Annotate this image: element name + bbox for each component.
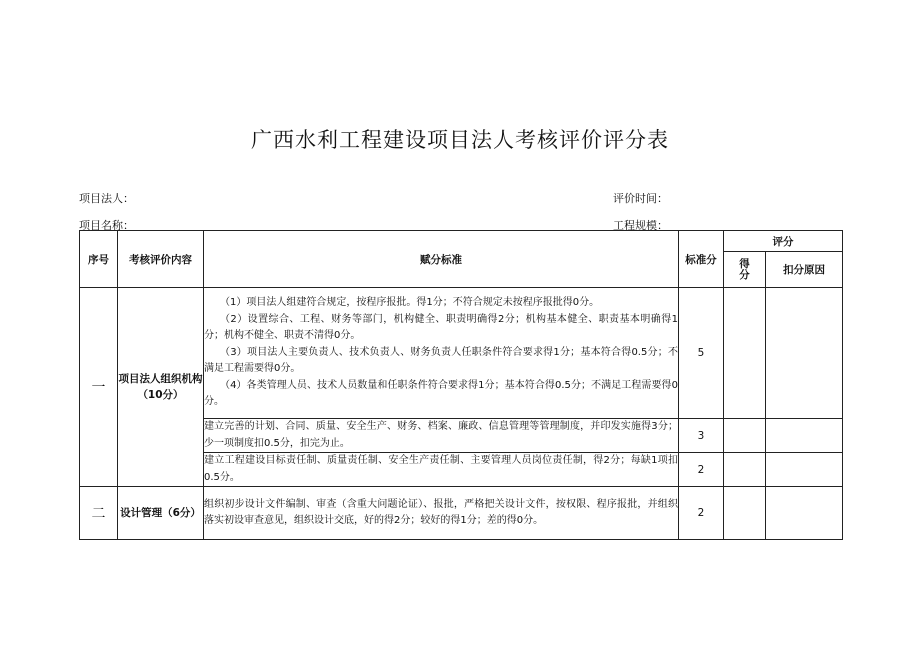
evaluation-time-label: 评价时间： [613,192,668,205]
section-seq: 一 [80,288,118,487]
header-seq: 序号 [80,231,118,288]
header-score-got-line2: 分 [739,268,750,281]
standard-score: 5 [679,288,724,419]
project-scale-label: 工程规模： [613,219,668,232]
score-got-cell[interactable] [724,419,766,453]
standard-score: 2 [679,487,724,540]
criteria-item: （4）各类管理人员、技术人员数量和任职条件符合要求得1分；基本符合得0.5分；不满足工程需要得0分。 [204,379,678,408]
header-standard-score: 标准分 [679,231,724,288]
header-deduction-reason: 扣分原因 [766,252,843,288]
standard-score: 3 [679,419,724,453]
header-content: 考核评价内容 [118,231,204,288]
criteria-item: （3）项目法人主要负责人、技术负责人、财务负责人任职条件符合要求得1分；基本符合得0.5分；不满足工程需要得0分。 [204,346,678,375]
page-title: 广西水利工程建设项目法人考核评价评分表 [251,128,669,152]
deduction-reason-cell[interactable] [766,419,843,453]
header-score-group: 评分 [724,231,843,252]
project-legal-person-label: 项目法人： [79,192,134,205]
criteria-cell [204,453,679,487]
criteria-item: （2）设置综合、工程、财务等部门，机构健全、职责明确得2分；机构基本健全、职责基本明确得1分；机构不健全、职责不清得0分。 [204,313,678,342]
criteria-item: 建立工程建设目标责任制、质量责任制、安全生产责任制、主要管理人员岗位责任制，得2分；每缺1项扣0.5分。 [204,455,678,483]
criteria-item: （1）项目法人组建符合规定，按程序报批。得1分；不符合规定未按程序报批得0分。 [220,297,600,309]
header-score-got-line1: 得 [739,257,750,270]
header-criteria: 赋分标准 [204,231,679,288]
deduction-reason-cell[interactable] [766,288,843,419]
section-seq: 二 [80,487,118,540]
criteria-item: 建立完善的计划、合同、质量、安全生产、财务、档案、廉政、信息管理等管理制度，并印发实施得3分；少一项制度扣0.5分，扣完为止。 [204,421,678,449]
header-score-got [724,252,766,288]
deduction-reason-cell[interactable] [766,487,843,540]
project-name-label: 项目名称： [79,219,134,232]
table-row [80,288,843,419]
section-category: 项目法人组织机构（10分） [118,288,204,487]
section-category: 设计管理（6分） [118,487,204,540]
scoring-table [79,230,843,540]
criteria-cell [204,419,679,453]
score-got-cell[interactable] [724,487,766,540]
criteria-cell [204,288,679,419]
score-got-cell[interactable] [724,453,766,487]
standard-score: 2 [679,453,724,487]
table-row [80,487,843,540]
criteria-item: 组织初步设计文件编制、审查（含重大问题论证）、报批，严格把关设计文件，按权限、程序报批，并组织落实初设审查意见，组织设计交底，好的得2分；较好的得1分；差的得0分。 [204,498,678,526]
score-got-cell[interactable] [724,288,766,419]
deduction-reason-cell[interactable] [766,453,843,487]
criteria-cell [204,487,679,540]
